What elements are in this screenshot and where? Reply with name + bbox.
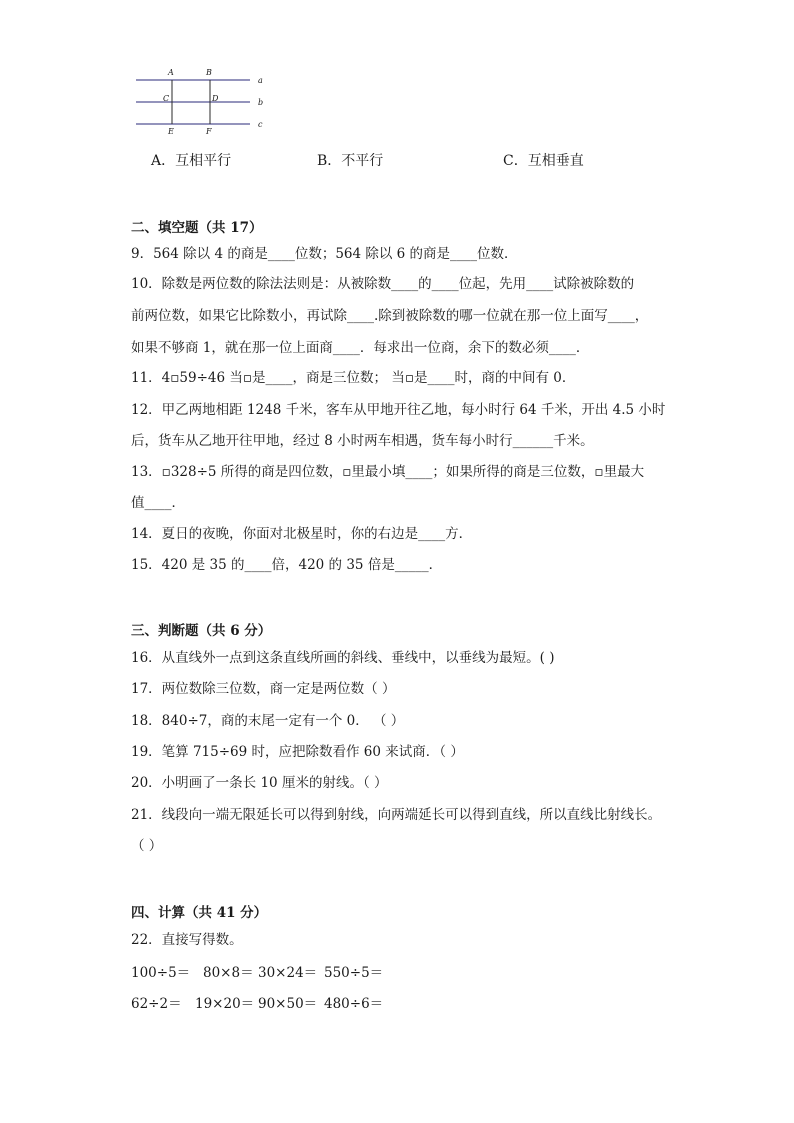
question-16: 16．从直线外一点到这条直线所画的斜线、垂线中，以垂线为最短。( ) xyxy=(131,650,555,666)
label-B: B xyxy=(206,68,212,77)
question-11: 11．4▫59÷46 当▫是____，商是三位数； 当▫是____时，商的中间有 0． xyxy=(131,370,576,386)
section-2-title: 二、填空题（共 17） xyxy=(131,220,263,236)
question-20: 20．小明画了一条长 10 厘米的射线。（ ） xyxy=(131,775,388,791)
question-22: 22．直接写得数。 xyxy=(131,932,243,948)
label-A: A xyxy=(168,68,174,77)
option-b: B．不平行 xyxy=(317,153,384,169)
label-E: E xyxy=(168,127,174,136)
option-c: C．互相垂直 xyxy=(503,153,584,169)
calc-item: 550÷5＝ xyxy=(324,965,384,981)
label-c: c xyxy=(258,120,263,129)
question-10-line-3: 如果不够商 1，就在那一位上面商____．每求出一位商，余下的数必须____． xyxy=(131,340,590,356)
question-21-line-2: （ ） xyxy=(131,838,163,854)
question-9: 9．564 除以 4 的商是____位数；564 除以 6 的商是____位数． xyxy=(131,246,518,262)
question-14: 14．夏日的夜晚，你面对北极星时，你的右边是____方． xyxy=(131,526,473,542)
question-19: 19．笔算 715÷69 时，应把除数看作 60 来试商．（ ） xyxy=(131,744,464,760)
calc-item: 62÷2＝ xyxy=(131,996,182,1012)
question-13-line-1: 13．▫328÷5 所得的商是四位数，▫里最小填____；如果所得的商是三位数，▫里最大 xyxy=(131,464,645,480)
section-3-title: 三、判断题（共 6 分） xyxy=(131,623,272,639)
question-17: 17．两位数除三位数，商一定是两位数（ ） xyxy=(131,681,396,697)
section-4-title: 四、计算（共 41 分） xyxy=(131,905,268,921)
option-a: A．互相平行 xyxy=(151,153,232,169)
calc-item: 80×8＝ xyxy=(203,965,254,981)
question-15: 15．420 是 35 的____倍，420 的 35 倍是_____． xyxy=(131,557,443,573)
calc-item: 100÷5＝ xyxy=(131,965,191,981)
calc-item: 480÷6＝ xyxy=(324,996,384,1012)
question-13-line-2: 值____． xyxy=(131,495,185,511)
question-12-line-1: 12．甲乙两地相距 1248 千米，客车从甲地开往乙地，每小时行 64 千米，开出 4.5 小时 xyxy=(131,402,666,418)
calc-item: 90×50＝ xyxy=(258,996,318,1012)
parallel-lines-figure xyxy=(132,62,272,142)
question-18: 18．840÷7，商的末尾一定有一个 0． （ ） xyxy=(131,713,405,729)
label-b: b xyxy=(258,98,264,107)
label-a: a xyxy=(258,76,263,85)
calc-item: 19×20＝ xyxy=(195,996,255,1012)
question-10-line-1: 10．除数是两位数的除法法则是：从被除数____的____位起，先用____试除被除数的 xyxy=(131,276,635,292)
question-12-line-2: 后，货车从乙地开往甲地，经过 8 小时两车相遇，货车每小时行______千米。 xyxy=(131,433,594,449)
label-D: D xyxy=(212,94,219,103)
question-10-line-2: 前两位数，如果它比除数小，再试除____.除到被除数的哪一位就在那一位上面写____， xyxy=(131,308,649,324)
label-C: C xyxy=(163,94,170,103)
question-21-line-1: 21．线段向一端无限延长可以得到射线，向两端延长可以得到直线，所以直线比射线长。 xyxy=(131,807,662,823)
calc-item: 30×24＝ xyxy=(258,965,318,981)
label-F: F xyxy=(206,127,212,136)
